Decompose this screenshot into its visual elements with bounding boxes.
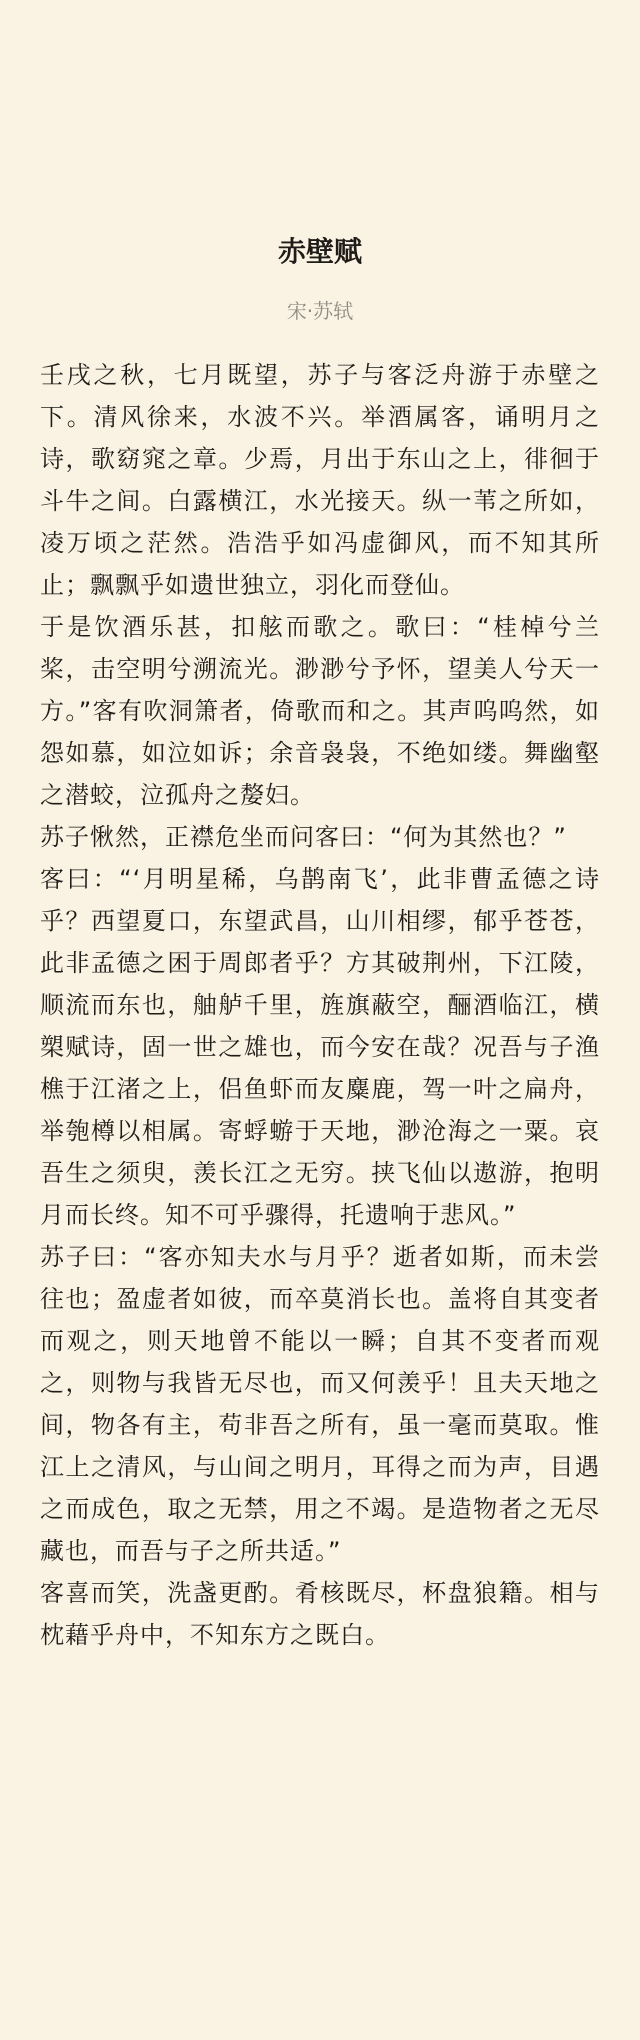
- article-body: [40, 354, 600, 1656]
- paragraph-3: 苏子愀然，正襟危坐而问客曰：“何为其然也？”: [40, 823, 567, 851]
- paragraph-4: 客曰：“‘月明星稀，乌鹊南飞’，此非曹孟德之诗乎？西望夏口，东望武昌，山川相缪，郁乎苍苍，此非孟德之困于周郎者乎？方其破荆州，下江陵，顺流而东也，舳舻千里，旌旗蔽空，酾酒临江，横槊赋诗，固一世之雄也，而今安在哉？况吾与子渔樵于江渚之上，侣鱼虾而友麋鹿，驾一叶之扁舟，举匏樽以相属。寄蜉蝣于天地，渺沧海之一粟。哀吾生之须臾，羡长江之无穷。挟飞仙以遨游，抱明月而长终。知不可乎骤得，托遗响于悲风。”: [40, 865, 600, 1229]
- article-author: 宋·苏轼: [286, 299, 354, 323]
- paragraph-2: 于是饮酒乐甚，扣舷而歌之。歌曰：“桂棹兮兰桨，击空明兮溯流光。渺渺兮予怀，望美人兮天一方。”客有吹洞箫者，倚歌而和之。其声呜呜然，如怨如慕，如泣如诉；余音袅袅，不绝如缕。舞幽壑之潜蛟，泣孤舟之嫠妇。: [40, 613, 600, 809]
- article-title: 赤壁赋: [277, 235, 362, 268]
- paragraph-5: 苏子曰：“客亦知夫水与月乎？逝者如斯，而未尝往也；盈虚者如彼，而卒莫消长也。盖将自其变者而观之，则天地曾不能以一瞬；自其不变者而观之，则物与我皆无尽也，而又何羡乎！且夫天地之间，物各有主，苟非吾之所有，虽一毫而莫取。惟江上之清风，与山间之明月，耳得之而为声，目遇之而成色，取之无禁，用之不竭。是造物者之无尽藏也，而吾与子之所共适。”: [40, 1243, 600, 1565]
- paragraph-6: 客喜而笑，洗盏更酌。肴核既尽，杯盘狼籍。相与枕藉乎舟中，不知东方之既白。: [40, 1579, 600, 1649]
- paragraph-1: 壬戌之秋，七月既望，苏子与客泛舟游于赤壁之下。清风徐来，水波不兴。举酒属客，诵明月之诗，歌窈窕之章。少焉，月出于东山之上，徘徊于斗牛之间。白露横江，水光接天。纵一苇之所如，凌万顷之茫然。浩浩乎如冯虚御风，而不知其所止；飘飘乎如遗世独立，羽化而登仙。: [40, 361, 600, 599]
